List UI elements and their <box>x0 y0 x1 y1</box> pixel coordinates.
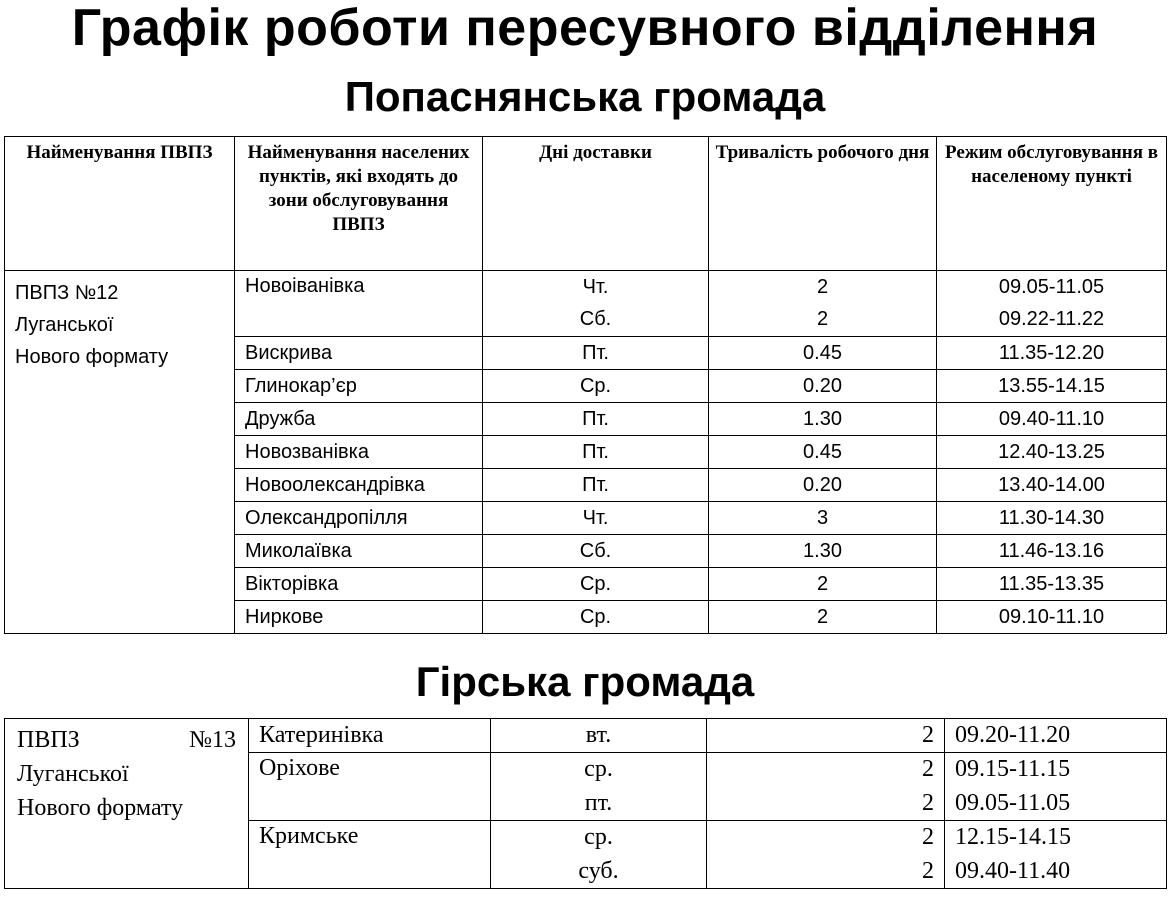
hours-cell: 11.35-13.35 <box>937 568 1167 601</box>
hours-cell: 09.20-11.20 <box>945 719 1167 753</box>
day-cell: ср. <box>491 753 707 787</box>
schedule-table-popasna <box>4 136 1167 634</box>
duration-cell: 0.20 <box>709 469 937 502</box>
settlement-cell: Глинокар’єр <box>235 370 483 403</box>
header-settlements: Найменування населених пунктів, які входять до зони обслуговування ПВПЗ <box>235 137 483 271</box>
settlement-cell: Катеринівка <box>249 719 491 753</box>
duration-cell: 1.30 <box>709 403 937 436</box>
duration-cell: 3 <box>709 502 937 535</box>
hours-cell: 09.22-11.22 <box>937 304 1167 337</box>
pvpz-number: №13 <box>189 727 236 753</box>
duration-cell: 2 <box>709 304 937 337</box>
day-cell: Ср. <box>483 601 709 634</box>
day-cell: суб. <box>491 855 707 889</box>
day-cell: Чт. <box>483 502 709 535</box>
settlement-cell: Оріхове <box>249 753 491 821</box>
pvpz-format: Нового формату <box>15 346 169 368</box>
duration-cell: 0.20 <box>709 370 937 403</box>
settlement-cell: Вікторівка <box>235 568 483 601</box>
hours-cell: 09.40-11.40 <box>945 855 1167 889</box>
day-cell: пт. <box>491 787 707 821</box>
table-row <box>5 719 1167 753</box>
settlement-cell: Олександропілля <box>235 502 483 535</box>
settlement-cell: Дружба <box>235 403 483 436</box>
duration-cell: 2 <box>709 271 937 304</box>
duration-cell: 2 <box>709 601 937 634</box>
day-cell: Ср. <box>483 370 709 403</box>
day-cell: Пт. <box>483 403 709 436</box>
section-title-popasna: Попаснянська громада <box>344 73 826 120</box>
settlement-cell: Миколаївка <box>235 535 483 568</box>
pvpz-name <box>17 723 236 757</box>
day-cell: Чт. <box>483 271 709 304</box>
header-delivery-days: Дні доставки <box>483 137 709 271</box>
hours-cell: 09.05-11.05 <box>945 787 1167 821</box>
hours-cell: 12.40-13.25 <box>937 436 1167 469</box>
schedule-table-hirske <box>4 718 1167 889</box>
settlement-cell: Новоіванівка <box>235 271 483 337</box>
hours-cell: 12.15-14.15 <box>945 821 1167 855</box>
settlement-cell: Ниркове <box>235 601 483 634</box>
hours-cell: 11.35-12.20 <box>937 337 1167 370</box>
duration-cell: 2 <box>707 821 945 855</box>
hours-cell: 13.40-14.00 <box>937 469 1167 502</box>
hours-cell: 13.55-14.15 <box>937 370 1167 403</box>
day-cell: Сб. <box>483 304 709 337</box>
hours-cell: 09.10-11.10 <box>937 601 1167 634</box>
settlement-cell: Кримське <box>249 821 491 889</box>
header-service-hours: Режим обслуговування в населеному пункті <box>937 137 1167 271</box>
pvpz-region: Луганської <box>17 761 129 787</box>
table-header-row <box>5 137 1167 271</box>
settlement-cell: Новозванівка <box>235 436 483 469</box>
duration-cell: 2 <box>707 753 945 787</box>
day-cell: Ср. <box>483 568 709 601</box>
duration-cell: 0.45 <box>709 436 937 469</box>
duration-cell: 2 <box>707 719 945 753</box>
pvpz-label: ПВПЗ <box>17 727 80 753</box>
hours-cell: 09.05-11.05 <box>937 271 1167 304</box>
pvpz-format: Нового формату <box>17 795 184 821</box>
pvpz-cell <box>5 719 249 889</box>
hours-cell: 11.30-14.30 <box>937 502 1167 535</box>
page-title: Графік роботи пересувного відділення <box>71 0 1099 57</box>
day-cell: Пт. <box>483 337 709 370</box>
settlement-cell: Новоолександрівка <box>235 469 483 502</box>
pvpz-cell <box>5 271 235 634</box>
settlement-cell: Вискрива <box>235 337 483 370</box>
duration-cell: 0.45 <box>709 337 937 370</box>
hours-cell: 09.40-11.10 <box>937 403 1167 436</box>
day-cell: вт. <box>491 719 707 753</box>
pvpz-name: ПВПЗ №12 <box>15 282 119 304</box>
pvpz-region: Луганської <box>15 314 114 336</box>
hours-cell: 09.15-11.15 <box>945 753 1167 787</box>
day-cell: ср. <box>491 821 707 855</box>
duration-cell: 2 <box>707 787 945 821</box>
header-pvpz: Найменування ПВПЗ <box>5 137 235 271</box>
day-cell: Пт. <box>483 469 709 502</box>
duration-cell: 2 <box>709 568 937 601</box>
day-cell: Пт. <box>483 436 709 469</box>
day-cell: Сб. <box>483 535 709 568</box>
section-title-hirske: Гірська громада <box>415 658 755 705</box>
header-duration: Тривалість робочого дня <box>709 137 937 271</box>
hours-cell: 11.46-13.16 <box>937 535 1167 568</box>
duration-cell: 1.30 <box>709 535 937 568</box>
table-row <box>5 271 1167 304</box>
duration-cell: 2 <box>707 855 945 889</box>
